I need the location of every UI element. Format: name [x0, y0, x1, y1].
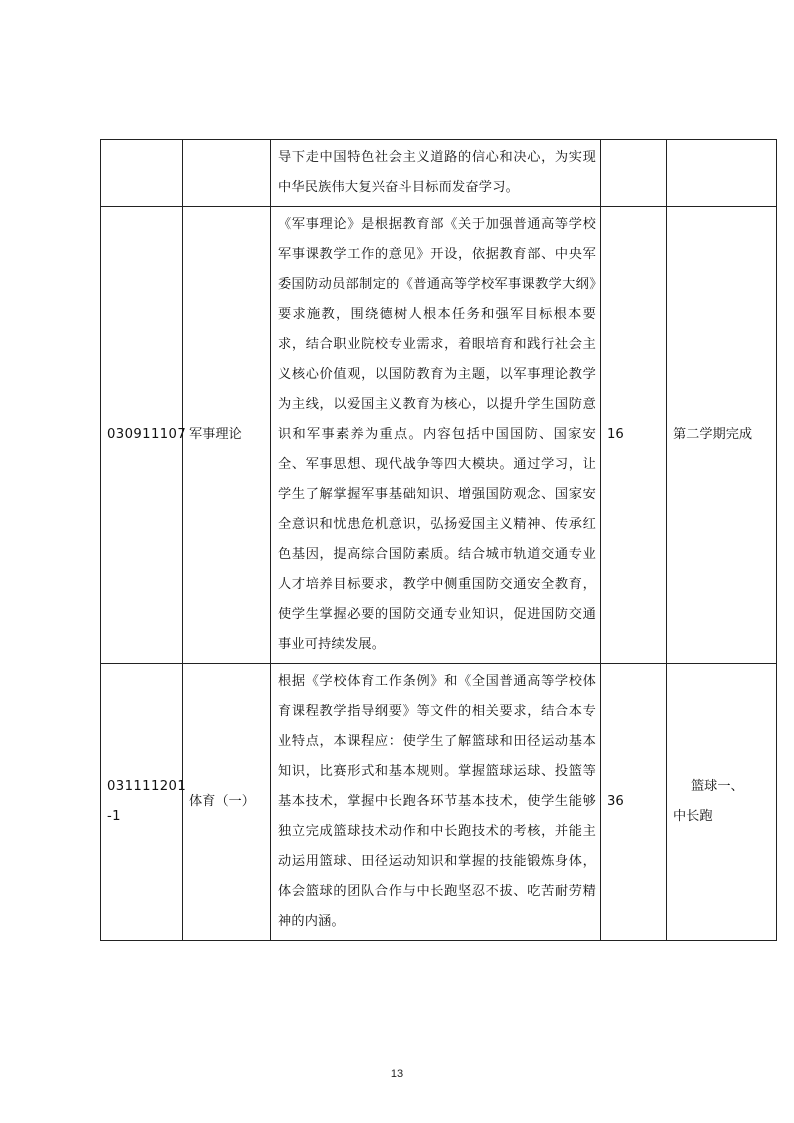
- course-name-cell: [183, 140, 271, 207]
- course-table: [100, 139, 777, 941]
- course-description-cell: 《军事理论》是根据教育部《关于加强普通高等学校军事课教学工作的意见》开设，依据教育部、中央军委国防动员部制定的《普通高等学校军事课教学大纲》要求施教，围绕德树人根本任务和强军目标根本要求，结合职业院校专业需求，着眼培育和践行社会主义核心价值观，以国防教育为主题，以军事理论教学为主线，以爱国主义教育为核心，以提升学生国防意识和军事素养为重点。内容包括中国国防、国家安全、军事思想、现代战争等四大模块。通过学习，让学生了解掌握军事基础知识、增强国防观念、国家安全意识和忧患危机意识，弘扬爱国主义精神、传承红色基因，提高综合国防素质。结合城市轨道交通专业人才培养目标要求，教学中侧重国防交通安全教育，使学生掌握必要的国防交通专业知识，促进国防交通事业可持续发展。: [271, 207, 601, 664]
- course-note-cell: [667, 140, 777, 207]
- course-code-line: 031111201: [107, 779, 187, 794]
- course-description-cell: 根据《学校体育工作条例》和《全国普通高等学校体育课程教学指导纲要》等文件的相关要求，结合本专业特点，本课程应：使学生了解篮球和田径运动基本知识，比赛形式和基本规则。掌握篮球运球、投篮等基本技术，掌握中长跑各环节基本技术，使学生能够独立完成篮球技术动作和中长跑技术的考核，并能主动运用篮球、田径运动知识和掌握的技能锻炼身体，体会篮球的团队合作与中长跑坚忍不拔、吃苦耐劳精神的内涵。: [271, 664, 601, 941]
- course-code-line: -1: [107, 809, 121, 824]
- table-row: [101, 664, 777, 941]
- course-note-cell: 第二学期完成: [667, 207, 777, 664]
- course-note-line: 中长跑: [673, 809, 713, 824]
- course-code-cell: [101, 664, 187, 941]
- course-description-cell: 导下走中国特色社会主义道路的信心和决心，为实现中华民族伟大复兴奋斗目标而发奋学习。: [271, 140, 601, 207]
- course-hours-cell: 36: [601, 664, 667, 941]
- course-note-cell: [667, 664, 777, 941]
- course-code-cell: [101, 140, 183, 207]
- table-row: [101, 207, 777, 664]
- page-number: 13: [390, 1068, 404, 1080]
- course-code-cell: 030911107: [101, 207, 183, 664]
- course-hours-cell: [601, 140, 667, 207]
- table-row: [101, 140, 777, 207]
- course-name-cell: 体育（一）: [183, 664, 271, 941]
- course-hours-cell: 16: [601, 207, 667, 664]
- course-name-cell: 军事理论: [183, 207, 271, 664]
- course-note-line: 篮球一、: [691, 779, 744, 794]
